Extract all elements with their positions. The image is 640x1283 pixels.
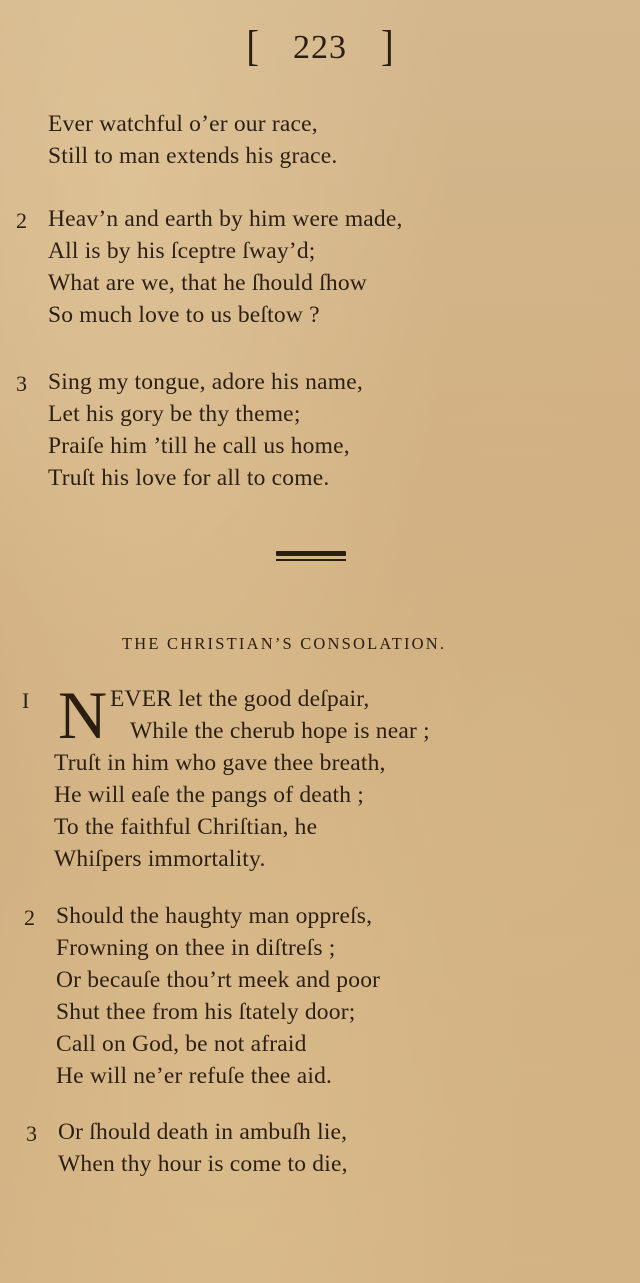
verse-line: All is by his ſceptre ſway’d; <box>48 238 316 264</box>
verse-line: While the cherub hope is near ; <box>130 718 430 744</box>
verse-line: Sing my tongue, adore his name, <box>48 369 363 395</box>
hymn-title <box>122 632 446 656</box>
stanza-number: I <box>22 688 30 713</box>
verse-line: Shut thee from his ſtately door; <box>56 999 356 1025</box>
page-number-header <box>0 21 640 71</box>
divider-thick-line <box>276 551 346 556</box>
verse-line: Heav’n and earth by him were made, <box>48 206 403 232</box>
title-word-christian: CHRISTIAN’S <box>167 634 294 653</box>
verse-line: He will ne’er refuſe thee aid. <box>56 1063 333 1089</box>
stanza-number: 3 <box>26 1121 37 1146</box>
verse-line: Ever watchful o’er our race, <box>48 111 318 137</box>
verse-line: Frowning on thee in diſtreſs ; <box>56 935 336 961</box>
drop-cap-letter: N <box>58 677 108 753</box>
verse-line: What are we, that he ſhould ſhow <box>48 270 367 296</box>
verse-line: Truſt in him who gave thee breath, <box>54 750 386 776</box>
verse-line: When thy hour is come to die, <box>58 1151 348 1177</box>
verse-line: EVER let the good deſpair, <box>110 686 370 712</box>
verse-line: Whiſpers immortality. <box>54 846 266 872</box>
right-bracket: ] <box>381 21 394 71</box>
verse-line: Should the haughty man oppreſs, <box>56 903 373 929</box>
hymn1-stanza-2 <box>0 203 640 331</box>
verse-line: Call on God, be not afraid <box>56 1031 307 1057</box>
hymn1-stanza-3 <box>0 366 640 494</box>
hymn2-stanza-3 <box>0 1116 640 1180</box>
verse-line: To the faithful Chriſtian, he <box>54 814 318 840</box>
verse-line: Truſt his love for all to come. <box>48 465 330 491</box>
section-divider <box>276 551 346 561</box>
verse-line: Let his gory be thy theme; <box>48 401 301 427</box>
stanza-number: 2 <box>16 208 27 233</box>
hymn2-stanza-1 <box>0 677 640 875</box>
verse-line: So much love to us beſtow ? <box>48 302 320 328</box>
divider-thin-line <box>276 559 346 561</box>
verse-line: Still to man extends his grace. <box>48 143 338 169</box>
verse-line: Praiſe him ’till he call us home, <box>48 433 350 459</box>
page-number: 223 <box>293 29 347 66</box>
left-bracket: [ <box>246 21 259 71</box>
verse-line: He will eaſe the pangs of death ; <box>54 782 365 808</box>
stanza-number: 3 <box>16 371 27 396</box>
hymn2-stanza-2 <box>0 900 640 1092</box>
title-word-the: THE <box>122 634 161 653</box>
verse-line: Or becauſe thou’rt meek and poor <box>56 967 381 993</box>
continuation-stanza <box>0 108 640 172</box>
title-word-consolation: CONSOLATION. <box>300 634 447 653</box>
verse-line: Or ſhould death in ambuſh lie, <box>58 1119 348 1145</box>
stanza-number: 2 <box>24 905 35 930</box>
